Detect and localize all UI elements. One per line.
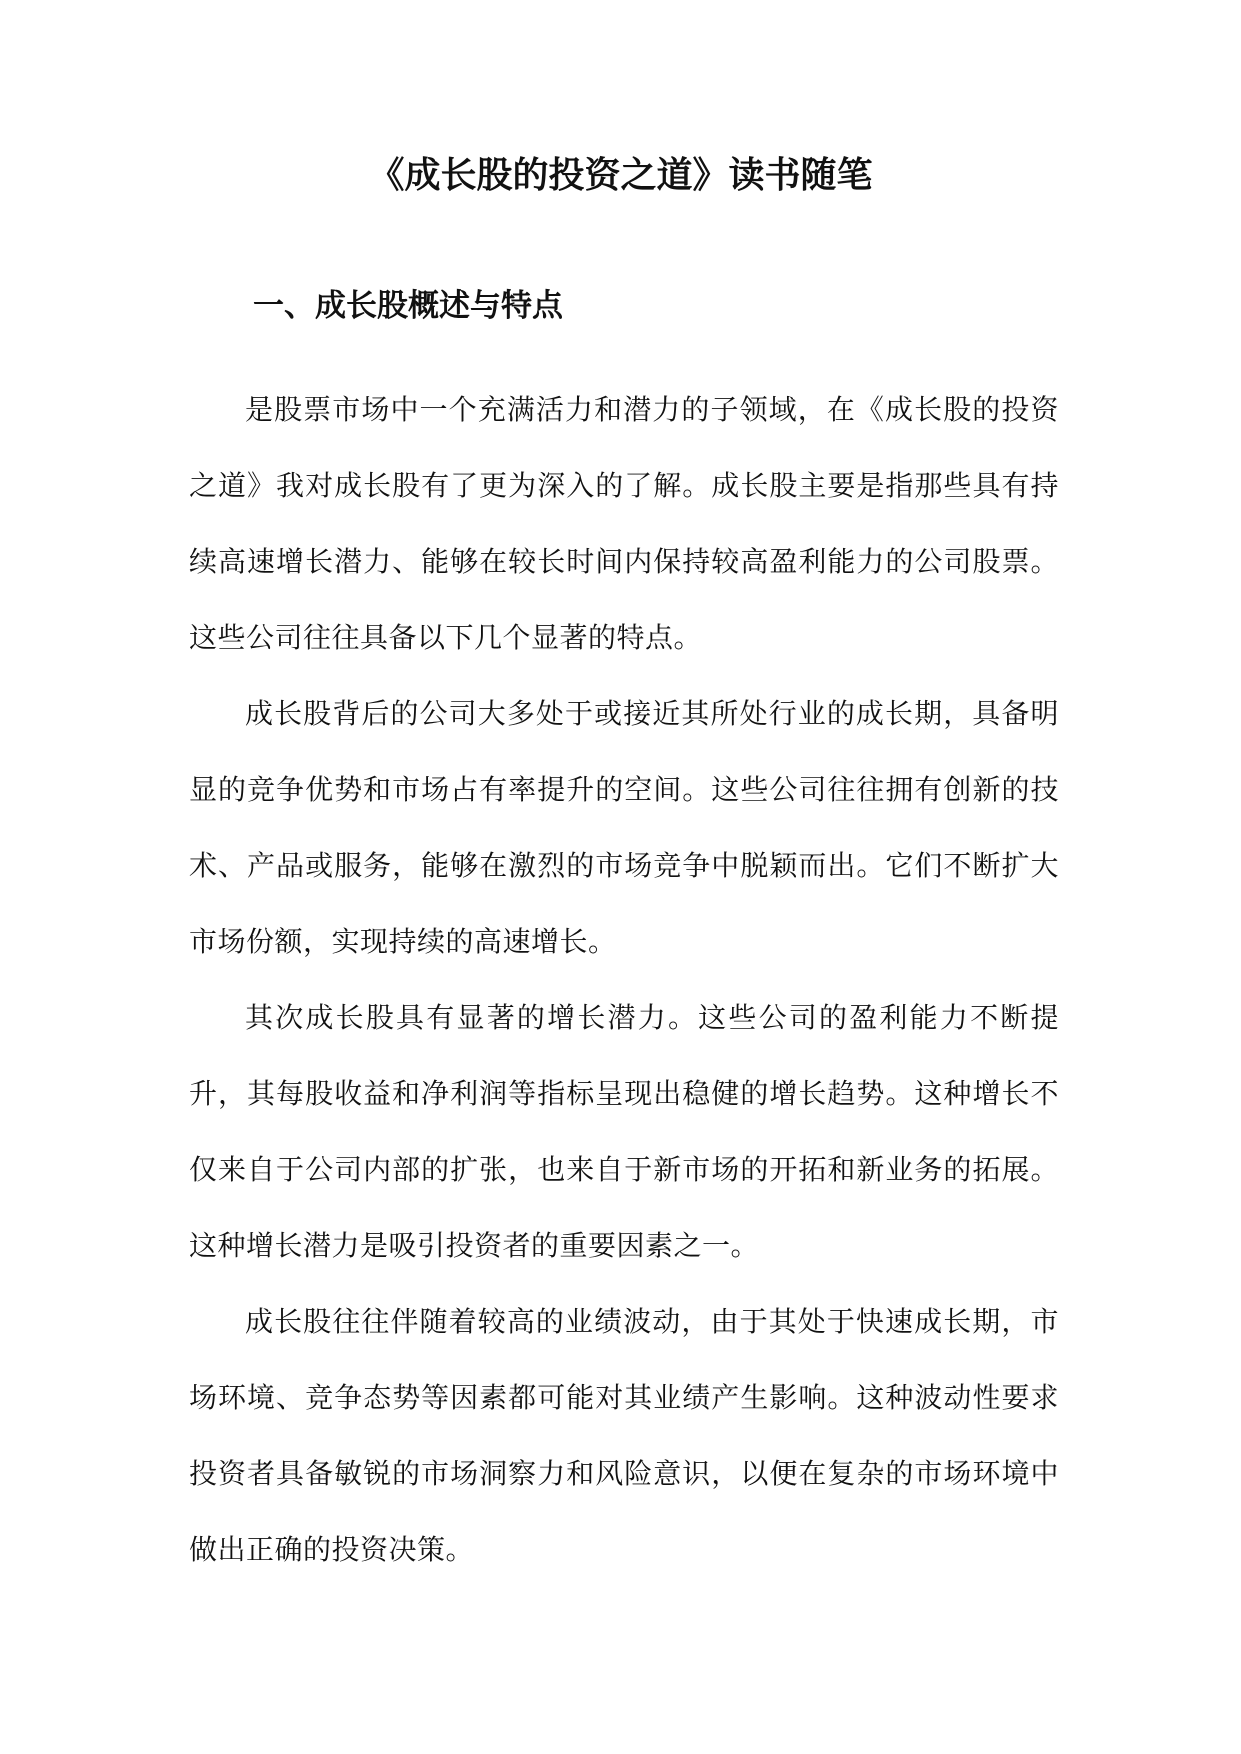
document-title: 《成长股的投资之道》读书随笔 (368, 154, 873, 196)
paragraph: 成长股往往伴随着较高的业绩波动，由于其处于快速成长期，市场环境、竞争态势等因素都可能对其业绩产生影响。这种波动性要求投资者具备敏锐的市场洞察力和风险意识，以便在复杂的市场环境中做出正确的投资决策。 (189, 1305, 1059, 1566)
paragraph: 成长股背后的公司大多处于或接近其所处行业的成长期，具备明显的竞争优势和市场占有率提升的空间。这些公司往往拥有创新的技术、产品或服务，能够在激烈的市场竞争中脱颖而出。它们不断扩大市场份额，实现持续的高速增长。 (189, 697, 1059, 958)
section-heading: 一、成长股概述与特点 (253, 288, 563, 324)
paragraph: 其次成长股具有显著的增长潜力。这些公司的盈利能力不断提升，其每股收益和净利润等指标呈现出稳健的增长趋势。这种增长不仅来自于公司内部的扩张，也来自于新市场的开拓和新业务的拓展。这种增长潜力是吸引投资者的重要因素之一。 (189, 1001, 1059, 1262)
section-body (189, 372, 1059, 1588)
paragraph: 是股票市场中一个充满活力和潜力的子领域，在《成长股的投资之道》我对成长股有了更为深入的了解。成长股主要是指那些具有持续高速增长潜力、能够在较长时间内保持较高盈利能力的公司股票。这些公司往往具备以下几个显著的特点。 (189, 393, 1059, 654)
